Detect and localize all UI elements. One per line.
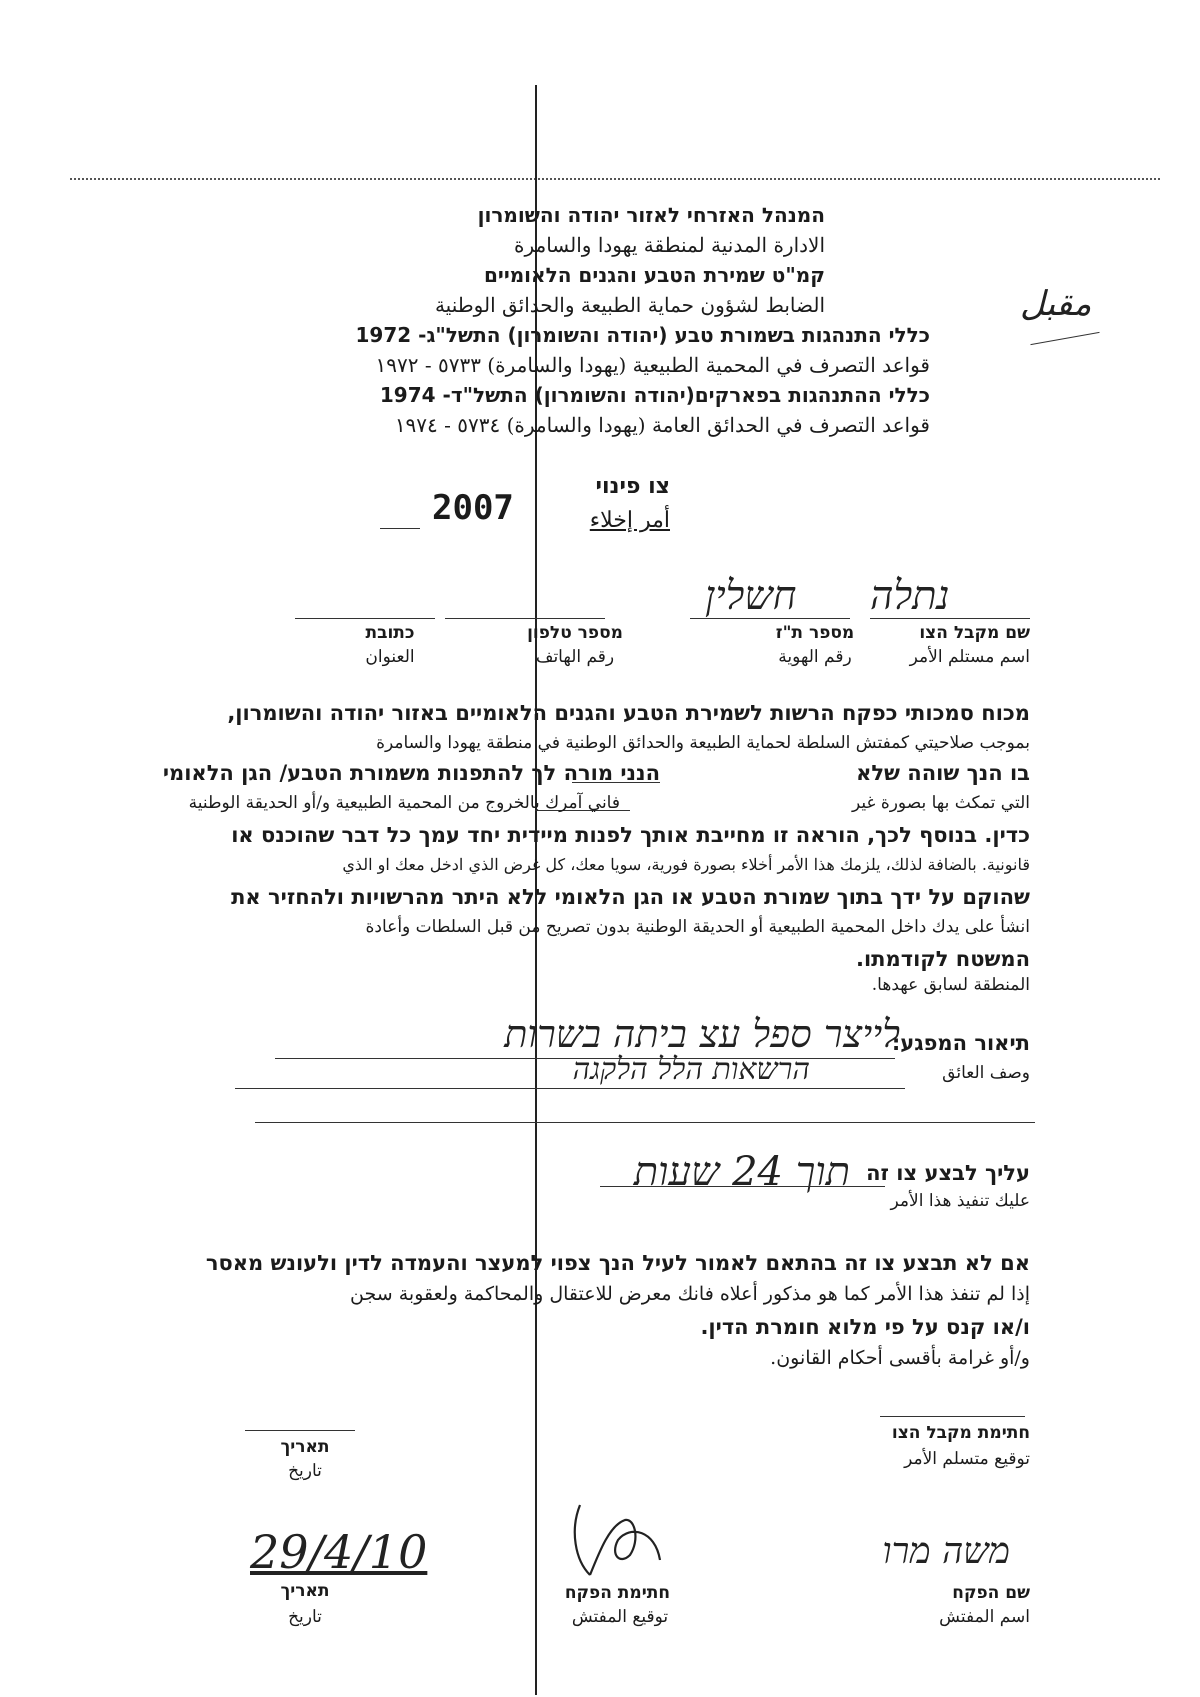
name-field-line (870, 618, 1030, 619)
date-label-ar: تاريخ (288, 1461, 322, 1481)
header-ar-line2: الضابط لشؤون حماية الطبيعة والحدائق الوطنية (434, 293, 825, 317)
deadline-label-ar: عليك تنفيذ هذا الأمر (890, 1191, 1030, 1211)
body-he-line7: שהוקם על ידך בתוך שמורת הטבע או הגן הלאומי ללא היתר מהרשויות ולהחזיר את (231, 885, 1030, 909)
phone-field-line (445, 618, 605, 619)
order-title-he: צו פינוי (595, 474, 670, 499)
body-he-line1: מכוח סמכותי כפקח הרשות לשמירת הטבע והגנים הלאומיים באזור יהודה והשומרון, (227, 701, 1030, 725)
date-value: 29/4/10 (250, 1525, 428, 1579)
margin-note: مقبل (1020, 284, 1092, 324)
body-ar-line4b: التي تمكث بها بصورة غير (852, 793, 1030, 813)
address-label-he: כתובת (365, 623, 415, 643)
violation-line3 (255, 1122, 1035, 1123)
recipient-sig-label-ar: توقيع متسلم الأمر (904, 1449, 1030, 1469)
body-he-line9: המשטח לקודמתו. (856, 947, 1030, 971)
warning-he-line3: ו/או קנס על פי מלוא חומרת הדין. (700, 1315, 1030, 1339)
header-he-line4: כללי ההתנהגות בפארקים(יהודה והשומרון) התשל"ד- 1974 (379, 383, 930, 407)
header-he-line1: המנהל האזרחי לאזור יהודה והשומרון (477, 203, 825, 227)
dotted-header-line (70, 178, 1160, 180)
bottom-date-label-he: תאריך (280, 1581, 330, 1601)
inspector-name-value: משה מרו (882, 1531, 1010, 1572)
body-ar-line8: انشأ على يدك داخل المحمية الطبيعية أو الحديقة الوطنية بدون تصريح من قبل السلطات وأعادة (365, 917, 1030, 937)
inspector-name-label-he: שם הפקח (952, 1583, 1030, 1603)
deadline-value: תוך 24 שעות (633, 1149, 850, 1195)
warning-ar-line4: و/أو غرامة بأقسى أحكام القانون. (770, 1347, 1030, 1369)
inspector-sig-label-ar: توقيع المفتش (571, 1607, 669, 1627)
inspector-signature-mark (560, 1500, 680, 1580)
warning-ar-line2: إذا لم تنفذ هذا الأمر كما هو مذكور أعلاه فانك معرض للاعتقال والمحاكمة ولعقوبة سجن (350, 1283, 1030, 1305)
violation-label-ar: وصف العائق (942, 1063, 1030, 1083)
order-number: 2007 (432, 488, 514, 528)
address-label-ar: العنوان (365, 647, 415, 667)
header-he-line2: קמ"ט שמירת הטבע והגנים הלאומיים (484, 263, 825, 287)
header-ar-line4: قواعد التصرف في الحدائق العامة (يهودا والسامرة) ٥٧٣٤ - ١٩٧٤ (394, 413, 930, 437)
deadline-line (600, 1186, 885, 1187)
body-he-line3b: בו הנך שוהה שלא (856, 761, 1030, 785)
id-label-ar: رقم الهوية (778, 647, 852, 667)
bottom-date-label-ar: تاريخ (288, 1607, 322, 1627)
body-ar-line2: بموجب صلاحيتي كمفتش السلطة لحماية الطبيعة والحدائق الوطنية في منطقة يهودا والسامرة (376, 733, 1030, 753)
body-he-line5: כדין. בנוסף לכך, הוראה זו מחייבת אותך לפנות מיידית יחד עמך כל דבר שהוכנס או (231, 823, 1030, 847)
inspector-name-label-ar: اسم المفتش (939, 1607, 1030, 1627)
violation-value-line2: הרשאות הלל הלקגה (572, 1052, 810, 1087)
date-field-line (245, 1430, 355, 1431)
recipient-sig-line (880, 1416, 1025, 1417)
violation-label-he: תיאור המפגע: (891, 1031, 1030, 1055)
header-ar-line1: الادارة المدنية لمنطقة يهودا والسامرة (513, 233, 825, 257)
header-he-line3: כללי התנהגות בשמורת טבע (יהודה והשומרון) התשל"ג- 1972 (355, 323, 930, 347)
body-ar-line4a: فاني آمرك بالخروج من المحمية الطبيعية و/أو الحديقة الوطنية (188, 793, 620, 813)
margin-note-underline (1030, 332, 1099, 345)
recipient-id-value: חשלין (705, 573, 797, 619)
recipient-name-value: נתלה (870, 573, 950, 619)
body-ar-line6: قانونية. بالضافة لذلك، يلزمك هذا الأمر أخلاء بصورة فورية، سويا معك، كل غرض الذي ادخل معك او الذي (342, 855, 1030, 874)
name-label-ar: اسم مستلم الأمر (909, 647, 1030, 667)
violation-value-line1: לייצר ספל עצ ביתה בשרות (504, 1012, 900, 1056)
deadline-label-he: עליך לבצע צו זה (866, 1161, 1030, 1185)
address-field-line (295, 618, 435, 619)
order-number-dash (380, 528, 420, 529)
body-ar-line10: المنطقة لسابق عهدها. (871, 975, 1030, 995)
body-he-line3a: הנני מורה לך להתפנות משמורת הטבע/ הגן הלאומי (162, 761, 660, 785)
violation-line2 (235, 1088, 905, 1089)
id-field-line (690, 618, 850, 619)
phone-label-ar: رقم الهاتف (535, 647, 615, 667)
recipient-sig-label-he: חתימת מקבל הצו (891, 1423, 1030, 1443)
inspector-sig-label-he: חתימת הפקח (564, 1583, 670, 1603)
violation-line1 (275, 1058, 895, 1059)
name-label-he: שם מקבל הצו (919, 623, 1030, 643)
header-ar-line3: قواعد التصرف في المحمية الطبيعية (يهودا والسامرة) ٥٧٣٣ - ١٩٧٢ (375, 353, 930, 377)
id-label-he: מספר ת"ז (775, 623, 855, 643)
date-label-he: תאריך (280, 1437, 330, 1457)
phone-label-he: מספר טלפון (527, 623, 623, 643)
warning-he-line1: אם לא תבצע צו זה בהתאם לאמור לעיל הנך צפוי למעצר והעמדה לדין ולעונש מאסר (205, 1251, 1030, 1275)
order-title-ar: أمر إخلاء (589, 508, 670, 533)
